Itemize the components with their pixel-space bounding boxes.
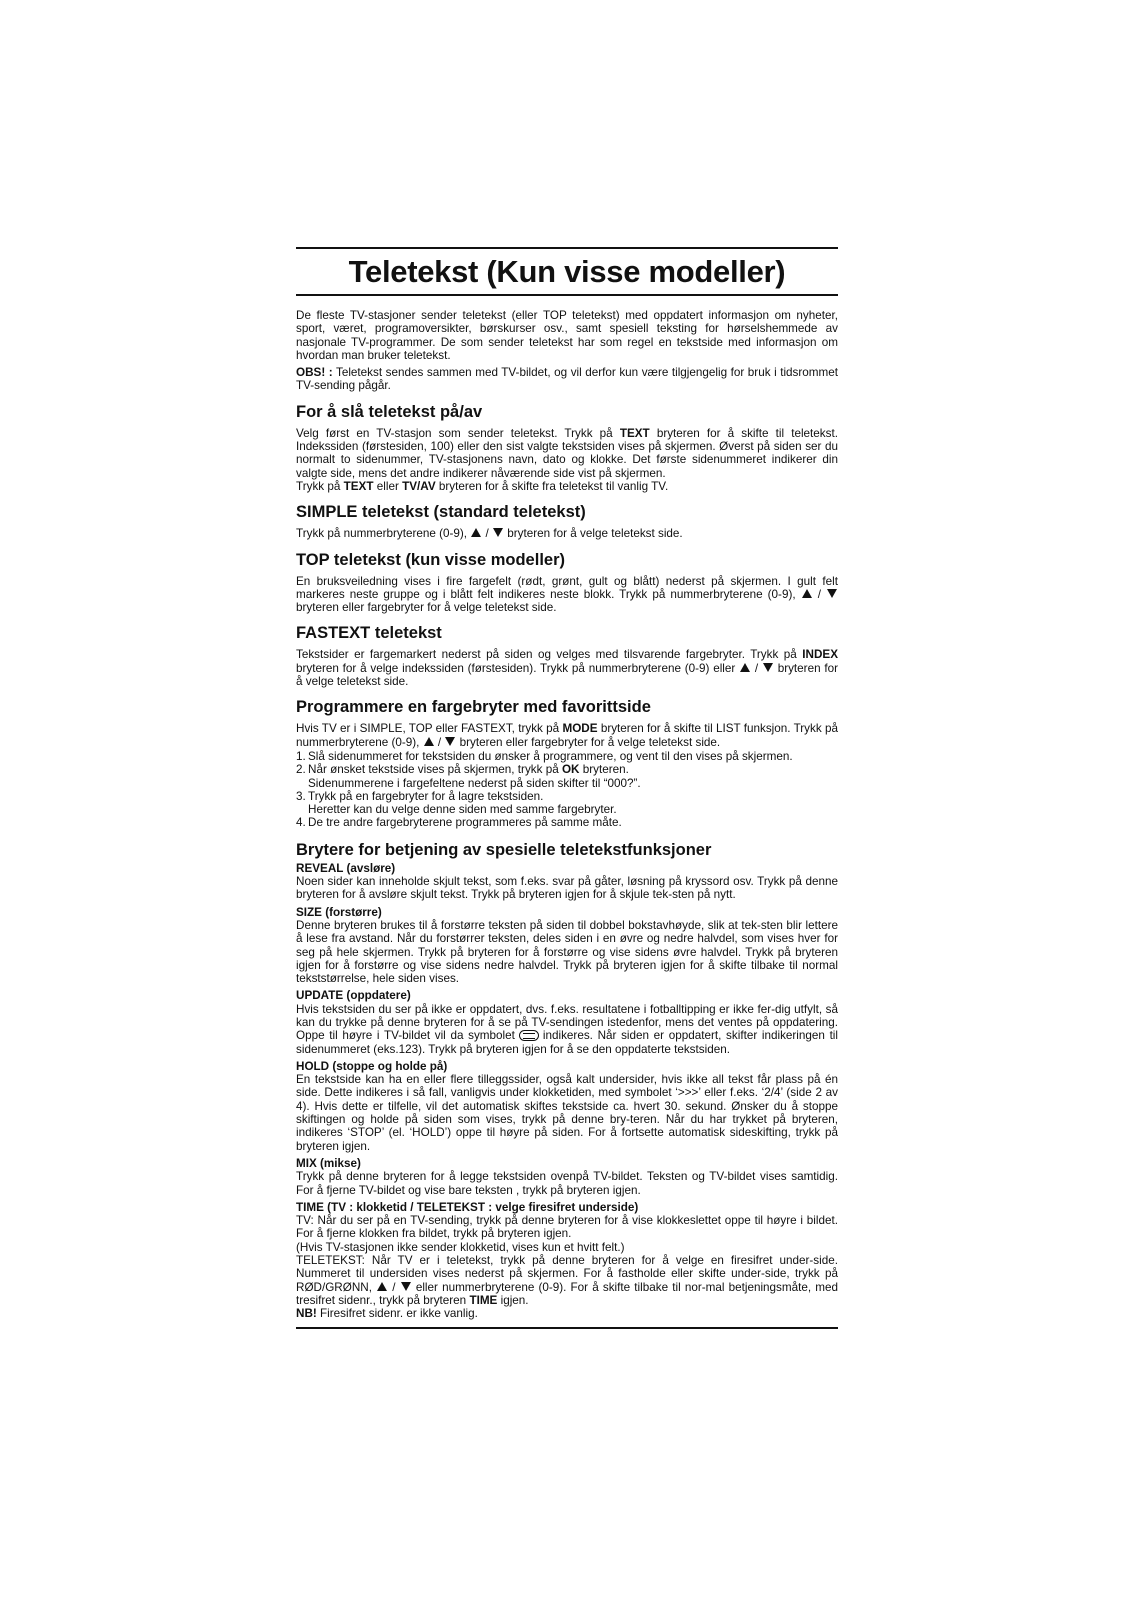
section-heading-special: Brytere for betjening av spesielle teletekstfunksjoner xyxy=(296,840,712,859)
arrow-up-icon xyxy=(740,663,750,672)
arrow-up-icon xyxy=(377,1282,387,1291)
list-item: 3. Trykk på en fargebryter for å lagre tekstsiden. Heretter kan du velge denne siden med samme fargebryter. xyxy=(296,789,617,817)
time-heading: TIME (TV : klokketid / TELETEKST : velge firesifret underside) xyxy=(296,1200,639,1214)
section-heading-fastext: FASTEXT teletekst xyxy=(296,624,442,643)
section-heading-top: TOP teletekst (kun visse modeller) xyxy=(296,550,565,569)
arrow-down-icon xyxy=(827,589,837,598)
section-text-simple: Trykk på nummerbryterene (0-9), / bryteren for å velge teletekst side. xyxy=(296,527,683,541)
size-heading: SIZE (forstørre) xyxy=(296,905,382,919)
section-text-on-off: Velg først en TV-stasjon som sender teletekst. Trykk på TEXT bryteren for å skifte til teletekst. Indekssiden (førstesiden, 100) eller den sist valgte tekstsiden vises på skjermen. Øverst på siden ser du normalt to sidenummer, TV-stasjonens navn, dato og klokke. Det første sidenummeret indikerer din valgte side, mens det andre indikerer nåværende side vist på skjermen. xyxy=(296,426,838,480)
reveal-heading: REVEAL (avsløre) xyxy=(296,861,396,875)
top-rule xyxy=(296,247,838,249)
hold-heading: HOLD (stoppe og holde på) xyxy=(296,1059,448,1073)
update-text: Hvis tekstsiden du ser på ikke er oppdatert, dvs. f.eks. resultatene i fotballtipping er ikke fer-dig utfylt, så kan du trykke på denne bryteren for å se på TV-sendingen istedenfor, mens det ventes på oppdatering. Oppe til høyre i TV-bildet vil da symbolet indikeres. Når siden er oppdatert, skifter indikeringen til sidenummeret (eks.123). Trykk på bryteren igjen for å se den oppdaterte tekstsiden. xyxy=(296,1002,839,1056)
favorite-steps-list xyxy=(296,750,838,830)
section-heading-on-off: For å slå teletekst på/av xyxy=(296,402,483,421)
arrow-up-icon xyxy=(471,528,481,537)
section-heading-simple: SIMPLE teletekst (standard teletekst) xyxy=(296,503,586,522)
arrow-down-icon xyxy=(763,663,773,672)
section-text-top: En bruksveiledning vises i fire fargefelt (rødt, grønt, gult og blått) nederst på skjermen. I gult felt markeres neste gruppe og i blått felt indikeres neste blokk. Trykk på nummerbryterene (0-9), / bryteren eller fargebryter for å velge teletekst side. xyxy=(296,574,838,615)
time-text-tv: TV: Når du ser på en TV-sending, trykk på denne bryteren for å vise klokkeslettet oppe til høyre i bildet. For å fjerne klokken fra bildet, trykk på bryteren igjen. xyxy=(296,1214,838,1241)
obs-label: OBS! : xyxy=(296,366,333,380)
page-title: Teletekst (Kun visse modeller) xyxy=(348,254,786,289)
nb-note: NB! Firesifret sidenr. er ikke vanlig. xyxy=(296,1307,478,1321)
hold-text: En tekstside kan ha en eller flere tilleggssider, også kalt undersider, hvis ikke all tekst får plass på én side. Dette indikeres i så fall, vanligvis under klokketiden, med symbolet ‘>>>’ eller f.eks. ‘2/4’ (side 2 av 4). Hvis dette er tilfelle, vil det automatisk skiftes tekstside ca. hvert 30. sekund. Ønsker du å stoppe skiftingen og holde på siden som vises, trykk på denne bry-teren. Når du har trykket på bryteren, indikeres ‘STOP’ (el. ‘HOLD’) oppe til høyre på siden. For å fortsette automatisk sideskifting, trykk på bryteren igjen. xyxy=(296,1073,838,1153)
nb-label: NB! xyxy=(296,1307,317,1321)
size-text: Denne bryteren brukes til å forstørre teksten på siden til dobbel bokstavhøyde, slik at tek-sten blir lettere å lese fra avstand. Når du forstørrer teksten, deles siden i en øvre og nedre halvdel, som vises hver for seg på hele skjermen. Trykk på bryteren for å forstørre og vise sidens øvre halvdel. Trykk på bryteren igjen for å forstørre og vise sidens nedre halvdel. Trykk på bryteren igjen for å skifte tilbake til normal tekststørrelse, hele siden vises. xyxy=(296,918,838,986)
update-heading: UPDATE (oppdatere) xyxy=(296,989,411,1003)
update-symbol-icon xyxy=(519,1030,539,1041)
section-text-fastext: Tekstsider er fargemarkert nederst på siden og velges med tilsvarende fargebryter. Trykk på INDEX bryteren for å velge indekssiden (førstesiden). Trykk på nummerbryterene (0-9) eller / bryteren for å velge teletekst side. xyxy=(296,648,838,689)
intro-paragraph: De fleste TV-stasjoner sender teletekst (eller TOP teletekst) med oppdatert informasjon om nyheter, sport, været, programoversikter, børskurser osv., samt spesiell teksting for hørselshemmede av nasjonale TV-programmer. De som sender teletekst har som regel en tekstside med informasjon om hvordan man bruker teletekst. xyxy=(296,309,838,362)
time-text-teletext: TELETEKST: Når TV er i teletekst, trykk på denne bryteren for å velge en firesifret under-side. Nummeret til undersiden vises nederst på skjermen. For å fastholde eller skifte under-side, trykk på RØD/GRØNN, / eller nummerbryterene (0-9). For å skifte tilbake til nor-mal betjeningsmåte, med tresifret sidenr., trykk på bryteren TIME igjen. xyxy=(296,1254,838,1307)
arrow-up-icon xyxy=(802,589,812,598)
bottom-rule xyxy=(296,1327,838,1329)
list-item: 2. Når ønsket tekstside vises på skjermen, trykk på OK bryteren. Sidenummerene i fargefeltene nederst på siden skifter til “000?”. xyxy=(296,763,641,790)
section-text-favorite: Hvis TV er i SIMPLE, TOP eller FASTEXT, trykk på MODE bryteren for å skifte til LIST funksjon. Trykk på nummerbryterene (0-9), / bryteren eller fargebryter for å velge teletekst side. xyxy=(296,722,839,749)
arrow-up-icon xyxy=(424,737,434,746)
section-text-on-off-2: Trykk på TEXT eller TV/AV bryteren for å skifte fra teletekst til vanlig TV. xyxy=(296,479,669,493)
list-item: 4. De tre andre fargebryterene programmeres på samme måte. xyxy=(296,816,622,830)
arrow-down-icon xyxy=(493,528,503,537)
title-rule xyxy=(296,294,838,296)
list-item: 1. Slå sidenummeret for tekstsiden du ønsker å programmere, og vent til den vises på skjermen. xyxy=(296,749,793,763)
time-text-note: (Hvis TV-stasjonen ikke sender klokketid, vises kun et hvitt felt.) xyxy=(296,1240,625,1254)
section-heading-favorite: Programmere en fargebryter med favorittside xyxy=(296,698,651,717)
reveal-text: Noen sider kan inneholde skjult tekst, som f.eks. svar på gåter, løsning på kryssord osv. Trykk på denne bryteren for å avsløre skjult tekst. Trykk på bryteren igjen for å skjule tek-sten på nytt. xyxy=(296,875,838,902)
manual-page xyxy=(296,247,838,1329)
arrow-down-icon xyxy=(401,1282,411,1291)
arrow-down-icon xyxy=(445,737,455,746)
obs-note: OBS! : Teletekst sendes sammen med TV-bildet, og vil derfor kun være tilgjengelig for bruk i tidsrommet TV-sending pågår. xyxy=(296,366,839,393)
mix-text: Trykk på denne bryteren for å legge tekstsiden ovenpå TV-bildet. Teksten og TV-bildet vises samtidig. For å fjerne TV-bildet og vise bare teksten , trykk på bryteren igjen. xyxy=(296,1170,838,1197)
mix-heading: MIX (mikse) xyxy=(296,1156,361,1170)
